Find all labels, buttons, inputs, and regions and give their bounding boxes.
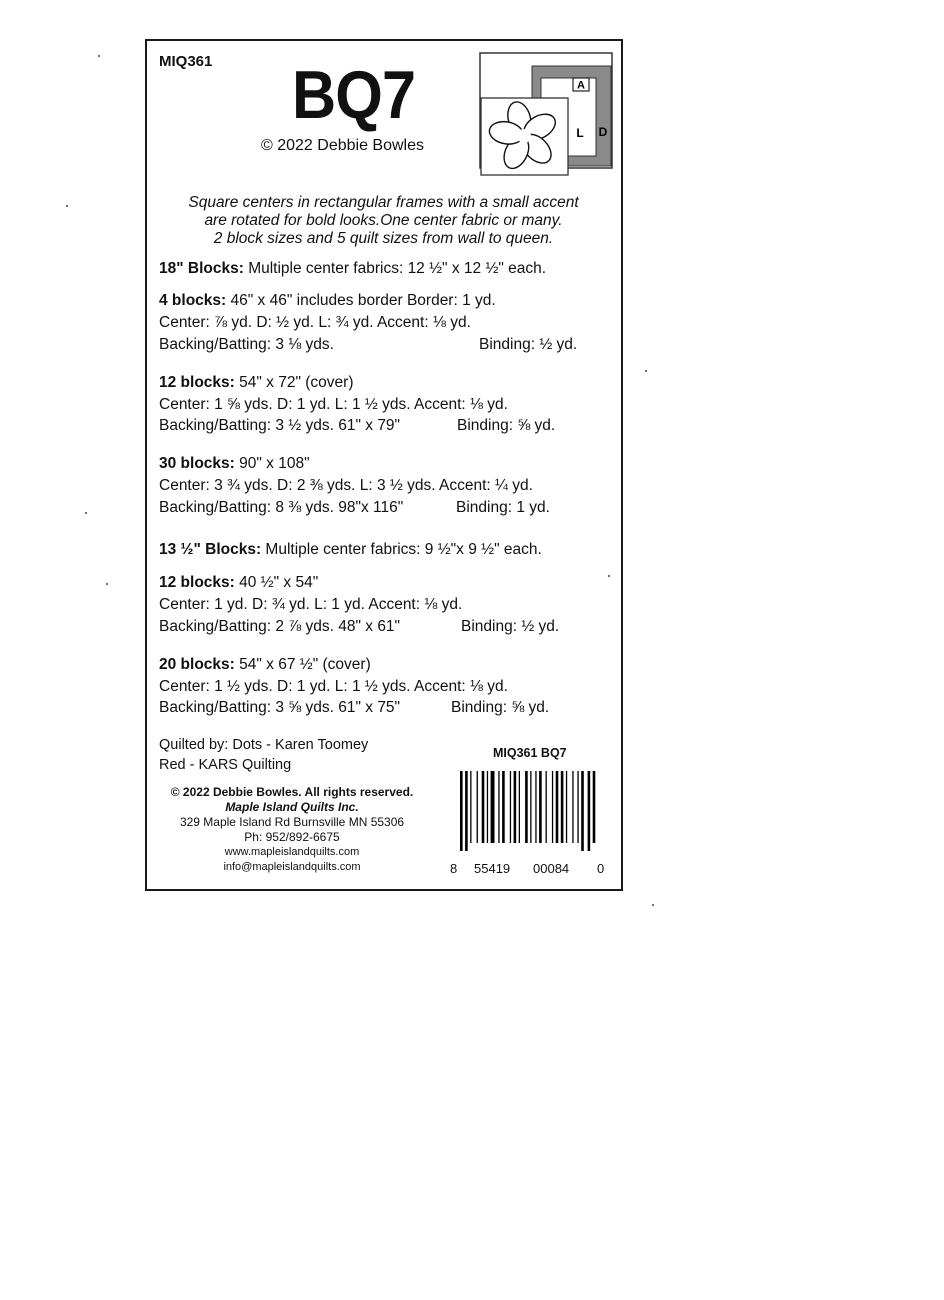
quilt-size: 90" x 108" — [234, 455, 310, 472]
barcode-digits-right: 00084 — [533, 861, 570, 876]
barcode-bar — [561, 771, 564, 843]
quilt-label: 12 blocks: — [159, 374, 235, 391]
description-line: are rotated for bold looks.One center fabric or many. — [204, 212, 563, 229]
fabric-requirements: Center: 1 ⅝ yds. D: 1 yd. L: 1 ½ yds. Accent: ⅛ yd. — [159, 396, 508, 413]
quilted-by-line: Quilted by: Dots - Karen Toomey — [159, 737, 369, 753]
barcode-bar — [465, 771, 468, 851]
backing-binding — [159, 336, 577, 354]
quilt-size: 46" x 46" includes border Border: 1 yd. — [226, 292, 496, 309]
section-text: Multiple center fabrics: 9 ½"x 9 ½" each. — [261, 541, 542, 558]
barcode-bar — [552, 771, 553, 843]
barcode-bar — [460, 771, 463, 851]
publisher-copyright: © 2022 Debbie Bowles. All rights reserved. — [170, 785, 414, 799]
barcode — [459, 771, 599, 851]
barcode-bar — [556, 771, 559, 843]
barcode-bar — [487, 771, 488, 843]
publisher-company: Maple Island Quilts Inc. — [225, 800, 359, 814]
quilt-size: 40 ½" x 54" — [234, 574, 319, 591]
pattern-title: BQ7 — [292, 57, 416, 133]
barcode-bar — [477, 771, 478, 843]
label-a: A — [577, 79, 585, 92]
quilt-label: 20 blocks: — [159, 656, 235, 673]
barcode-bar — [525, 771, 528, 843]
quilt-size-heading — [159, 656, 371, 674]
quilt-size-heading — [159, 455, 310, 473]
publisher-info — [157, 785, 427, 875]
backing-binding — [159, 499, 550, 517]
flower-block-diagram-icon — [479, 52, 617, 177]
quilt-size-heading — [159, 574, 318, 592]
barcode-bar — [577, 771, 578, 843]
publisher-website: www.mapleislandquilts.com — [224, 846, 360, 858]
backing-binding — [159, 417, 555, 435]
barcode-bar — [535, 771, 536, 843]
description-line: Square centers in rectangular frames with a small accent — [188, 194, 579, 211]
barcode-digit-last: 0 — [597, 861, 605, 876]
barcode-bar — [498, 771, 499, 843]
barcode-bar — [510, 771, 511, 843]
binding: Binding: 1 yd. — [456, 499, 550, 516]
pattern-back-cover — [145, 39, 623, 891]
fabric-requirements: Center: 1 yd. D: ¾ yd. L: 1 yd. Accent: ⅛ yd. — [159, 596, 463, 613]
description-line: 2 block sizes and 5 quilt sizes from wall to queen. — [213, 230, 554, 247]
binding: Binding: ½ yd. — [461, 618, 560, 635]
label-l: L — [576, 126, 584, 140]
barcode-bar — [470, 771, 471, 843]
barcode-bar — [502, 771, 505, 843]
barcode-bar — [566, 771, 567, 843]
barcode-bar — [593, 771, 596, 843]
binding: Binding: ½ yd. — [479, 336, 578, 353]
barcode-digit-first: 8 — [450, 861, 458, 876]
backing: Backing/Batting: 3 ⅝ yds. 61" x 75" — [159, 699, 401, 716]
quilt-size: 54" x 72" (cover) — [234, 374, 354, 391]
section-label: 18" Blocks: — [159, 260, 244, 277]
barcode-bar — [519, 771, 520, 843]
section-13-inch — [159, 541, 542, 559]
backing: Backing/Batting: 3 ⅛ yds. — [159, 336, 334, 353]
barcode-bar — [530, 771, 531, 843]
binding: Binding: ⅝ yd. — [457, 417, 556, 434]
pattern-code: MIQ361 — [159, 53, 213, 70]
quilt-size: 54" x 67 ½" (cover) — [234, 656, 371, 673]
barcode-bar — [546, 771, 547, 843]
quilt-label: 4 blocks: — [159, 292, 227, 309]
barcode-digits-left: 55419 — [474, 861, 511, 876]
quilt-label: 30 blocks: — [159, 455, 235, 472]
barcode-bar — [514, 771, 517, 843]
quilt-size-heading — [159, 374, 354, 392]
product-sku: MIQ361 BQ7 — [493, 746, 567, 760]
publisher-phone: Ph: 952/892-6675 — [244, 830, 340, 844]
barcode-bar — [588, 771, 591, 851]
section-text: Multiple center fabrics: 12 ½" x 12 ½" each. — [243, 260, 547, 277]
backing-binding — [159, 618, 559, 636]
barcode-bar — [539, 771, 542, 843]
quilt-label: 12 blocks: — [159, 574, 235, 591]
pattern-description — [147, 194, 620, 248]
backing-binding — [159, 699, 549, 717]
barcode-bar — [491, 771, 495, 843]
quilted-by-line: Red - KARS Quilting — [159, 757, 292, 773]
backing: Backing/Batting: 3 ½ yds. 61" x 79" — [159, 417, 401, 434]
backing: Backing/Batting: 2 ⅞ yds. 48" x 61" — [159, 618, 401, 635]
publisher-email: info@mapleislandquilts.com — [223, 861, 361, 873]
label-d: D — [598, 125, 608, 139]
barcode-bar — [572, 771, 573, 843]
fabric-requirements: Center: ⅞ yd. D: ½ yd. L: ¾ yd. Accent: ⅛ yd. — [159, 314, 471, 331]
publisher-address: 329 Maple Island Rd Burnsville MN 55306 — [179, 815, 405, 829]
fabric-requirements: Center: 1 ½ yds. D: 1 yd. L: 1 ½ yds. Accent: ⅛ yd. — [159, 678, 508, 695]
quilt-size-heading — [159, 292, 496, 310]
section-label: 13 ½" Blocks: — [159, 541, 262, 558]
barcode-bar — [482, 771, 485, 843]
backing: Backing/Batting: 8 ⅜ yds. 98"x 116" — [159, 499, 404, 516]
section-18-inch — [159, 260, 546, 278]
fabric-requirements: Center: 3 ¾ yds. D: 2 ⅜ yds. L: 3 ½ yds. Accent: ¼ yd. — [159, 477, 533, 494]
designer-copyright: © 2022 Debbie Bowles — [261, 137, 424, 154]
quilted-by — [159, 735, 368, 775]
barcode-bar — [581, 771, 584, 851]
binding: Binding: ⅝ yd. — [451, 699, 550, 716]
